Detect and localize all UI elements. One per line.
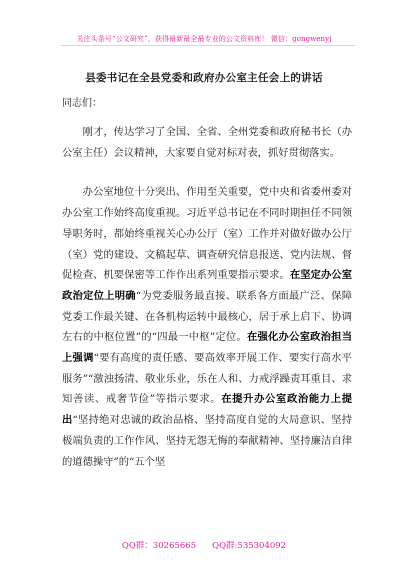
paragraph-1: 刚才，传达学习了全国、全省、全州党委和政府秘书长（办公室主任）会议精神，大家要自觉对标对表，抓好贯彻落实。 bbox=[62, 126, 352, 159]
footer bbox=[0, 539, 408, 551]
greeting: 同志们： bbox=[62, 98, 102, 109]
footer-qq-group-1: QQ群：30265665 bbox=[121, 541, 197, 551]
paragraph-2-text-3: “要有高度的责任感、要高效率开展工作、要实行高水平服务”“激浊扬清、敬业乐业，乐在人和、力戒浮躁责耳重目、求知善读、戒奢节俭”等指示要求。 bbox=[62, 352, 353, 406]
document-title: 县委书记在全县党委和政府办公室主任会上的讲话 bbox=[85, 72, 323, 84]
paragraph-2-bold-3: 在提升办公室政治能力上提出 bbox=[62, 393, 353, 427]
paragraph-2-text-2: “为党委服务最直接、联系各方面最广泛、保障党委工作最关键、在各机构运转中最核心，居于承上启下、协调左右的中枢位置”的“四最一中枢”定位。 bbox=[62, 289, 353, 344]
header-divider bbox=[60, 45, 356, 46]
paragraph-2 bbox=[62, 182, 352, 472]
promo-banner: 关注头条号“公文研究”，获得最新最全最专业的公文资料库！ 微信：gongwenyj bbox=[76, 35, 332, 43]
paragraph-2-bold-1: 在坚定办公室政治定位上明确 bbox=[62, 269, 352, 302]
paragraph-2-bold-2: 在强化办公室政治担当上强调 bbox=[62, 331, 353, 365]
paragraph-2-text-4: “坚持绝对忠诚的政治品格、坚持高度自觉的大局意识、坚持极端负责的工作作风、坚持无怨无悔的奉献精神、坚持廉洁自律的道德操守”的“五个坚 bbox=[62, 414, 352, 468]
footer-qq-group-2: QQ群:535304092 bbox=[212, 541, 287, 551]
document-body bbox=[62, 122, 352, 472]
paragraph-2-text-1: 办公室地位十分突出、作用至关重要，党中央和省委州委对办公室工作始终高度重视。习近平总书记在不同时期担任不同领导职务时，都始终重视关心办公厅（室）工作并对做好做办公厅（室）党的建设、文稿起草、调查研究信息报送、党内法规、督促检查、机要保密等工作作出系列重要指示要求。 bbox=[62, 186, 352, 282]
